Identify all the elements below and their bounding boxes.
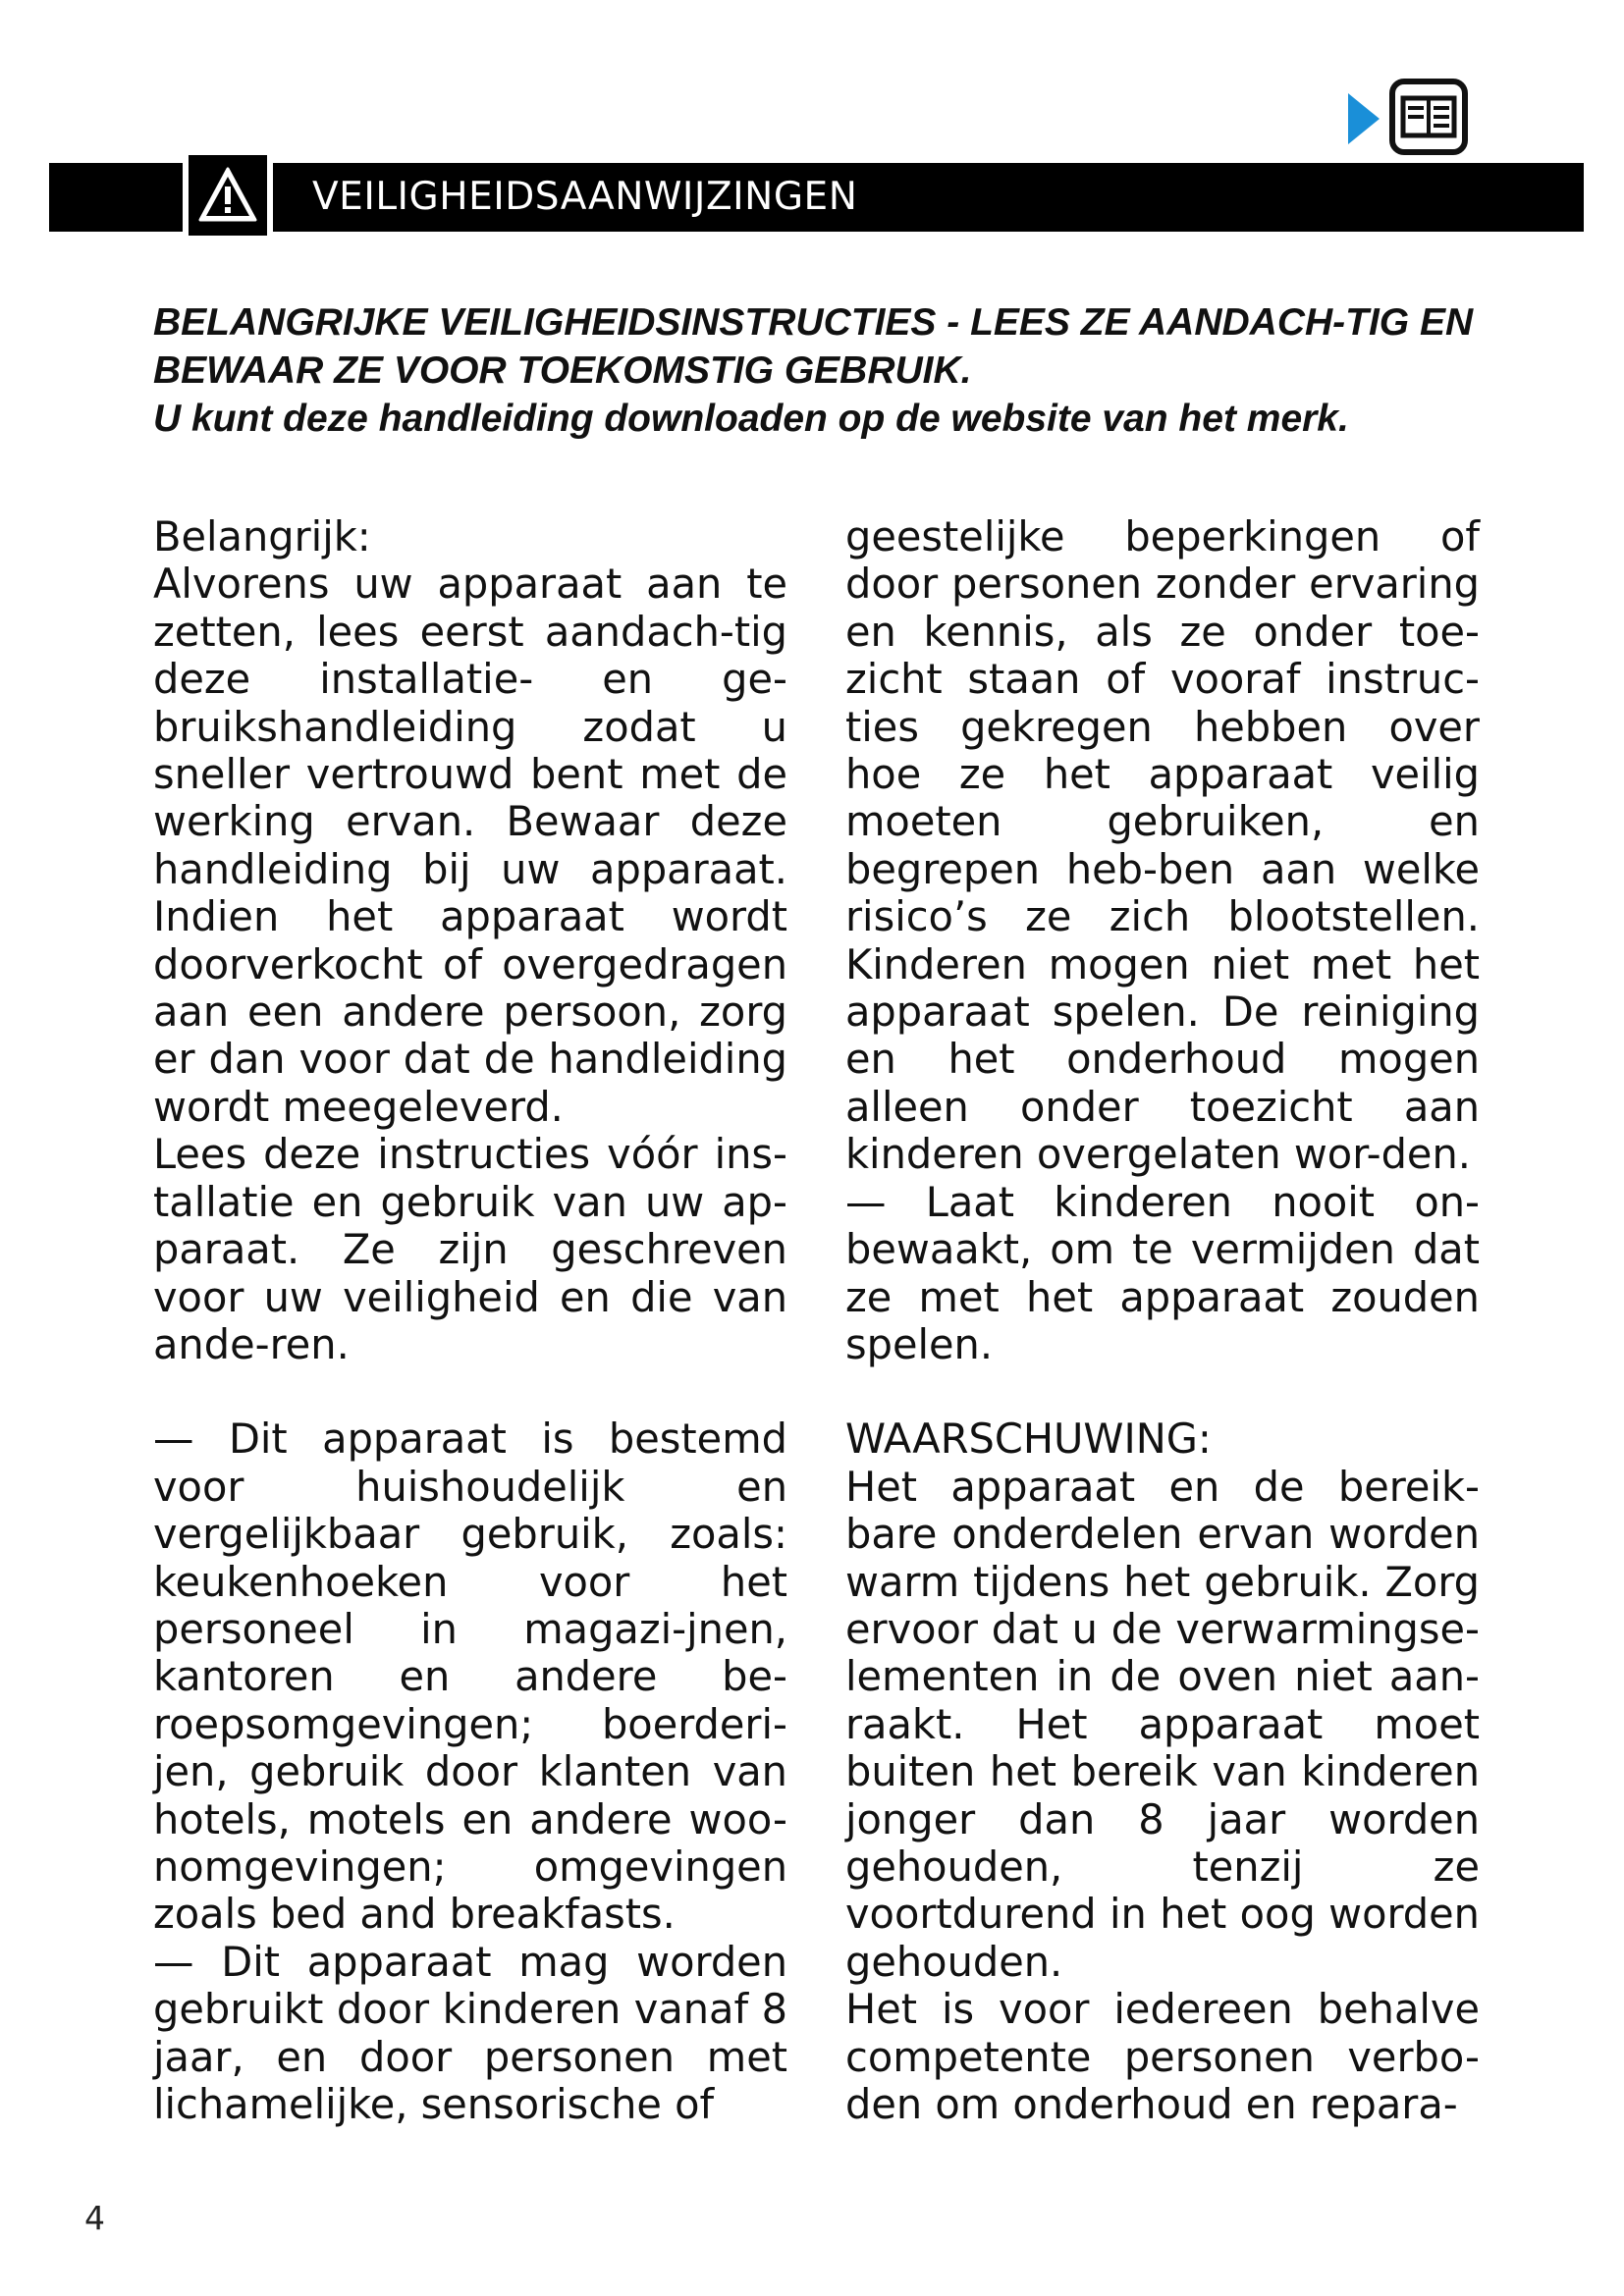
warning-heading: WAARSCHUWING: xyxy=(845,1415,1212,1464)
paragraph-children-unattended: — Laat kinderen nooit on-bewaakt, om te vermijden dat ze met het apparaat zouden spelen. xyxy=(845,1177,1480,1368)
intro-important-instructions: BELANGRIJKE VEILIGHEIDSINSTRUCTIES - LEES ZE AANDACH-TIG EN BEWAAR ZE VOOR TOEKOMSTIG GEBRUIK. xyxy=(153,301,1474,392)
right-column xyxy=(845,513,1480,2128)
manual-book-icon[interactable] xyxy=(1389,79,1468,155)
paragraph-maintenance: Het is voor iedereen behalve competente personen verbo-den om onderhoud en repara- xyxy=(845,1985,1480,2128)
warning-triangle-icon xyxy=(196,163,259,228)
paragraph-children-use: — Dit apparaat mag worden gebruikt door kinderen vanaf 8 jaar, en door personen met lichamelijke, sensorische of xyxy=(153,1937,787,2128)
paragraph-hot-parts: Het apparaat en de bereik-bare onderdelen ervan worden warm tijdens het gebruik. Zorg ervoor dat u de verwarmingse-lementen in de oven niet aan-raakt. Het apparaat moet buiten het bereik van kinderen jonger dan 8 jaar worden gehouden, tenzij ze voortdurend in het oog worden gehouden. xyxy=(845,1462,1480,1986)
paragraph-read-instructions: Lees deze instructies vóór ins-tallatie en gebruik van uw ap-paraat. Ze zijn geschreven voor uw veiligheid en die van ande-ren. xyxy=(153,1130,787,1368)
arrow-right-icon[interactable] xyxy=(1348,93,1380,144)
warning-icon-box xyxy=(183,149,273,241)
page-title: VEILIGHEIDSAANWIJZINGEN xyxy=(312,175,858,219)
intro-download-note: U kunt deze handleiding downloaden op de website van het merk. xyxy=(153,398,1349,440)
paragraph-supervision: geestelijke beperkingen of door personen zonder ervaring en kennis, als ze onder toe-zicht staan of vooraf instruc-ties gekregen hebben over hoe ze het apparaat veilig moeten gebruiken, en begrepen heb-ben aan welke risico’s ze zich blootstellen. Kinderen mogen niet met het apparaat spelen. De reiniging en het onderhoud mogen alleen onder toezicht aan kinderen overgelaten wor-den. xyxy=(845,512,1480,1179)
paragraph-household-use: — Dit apparaat is bestemd voor huishoudelijk en vergelijkbaar gebruik, zoals: keukenhoeken voor het personeel in magazi-jnen, kantoren en andere be-roepsomgevingen; boerderi-jen, gebruik door klanten van hotels, motels en andere woo-nomgevingen; omgevingen zoals bed and breakfasts. xyxy=(153,1415,787,1939)
paragraph-before-use: Alvorens uw apparaat aan te zetten, lees eerst aandach-tig deze installatie- en ge-bruikshandleiding zodat u sneller vertrouwd bent met de werking ervan. Bewaar deze handleiding bij uw apparaat. Indien het apparaat wordt doorverkocht of overgedragen aan een andere persoon, zorg er dan voor dat de handleiding wordt meegeleverd. xyxy=(153,560,787,1131)
paragraph-important-heading: Belangrijk: xyxy=(153,512,371,561)
left-column xyxy=(153,513,787,2128)
page-number: 4 xyxy=(84,2199,105,2237)
navigation-icons xyxy=(1348,79,1471,157)
intro-block xyxy=(153,298,1489,443)
